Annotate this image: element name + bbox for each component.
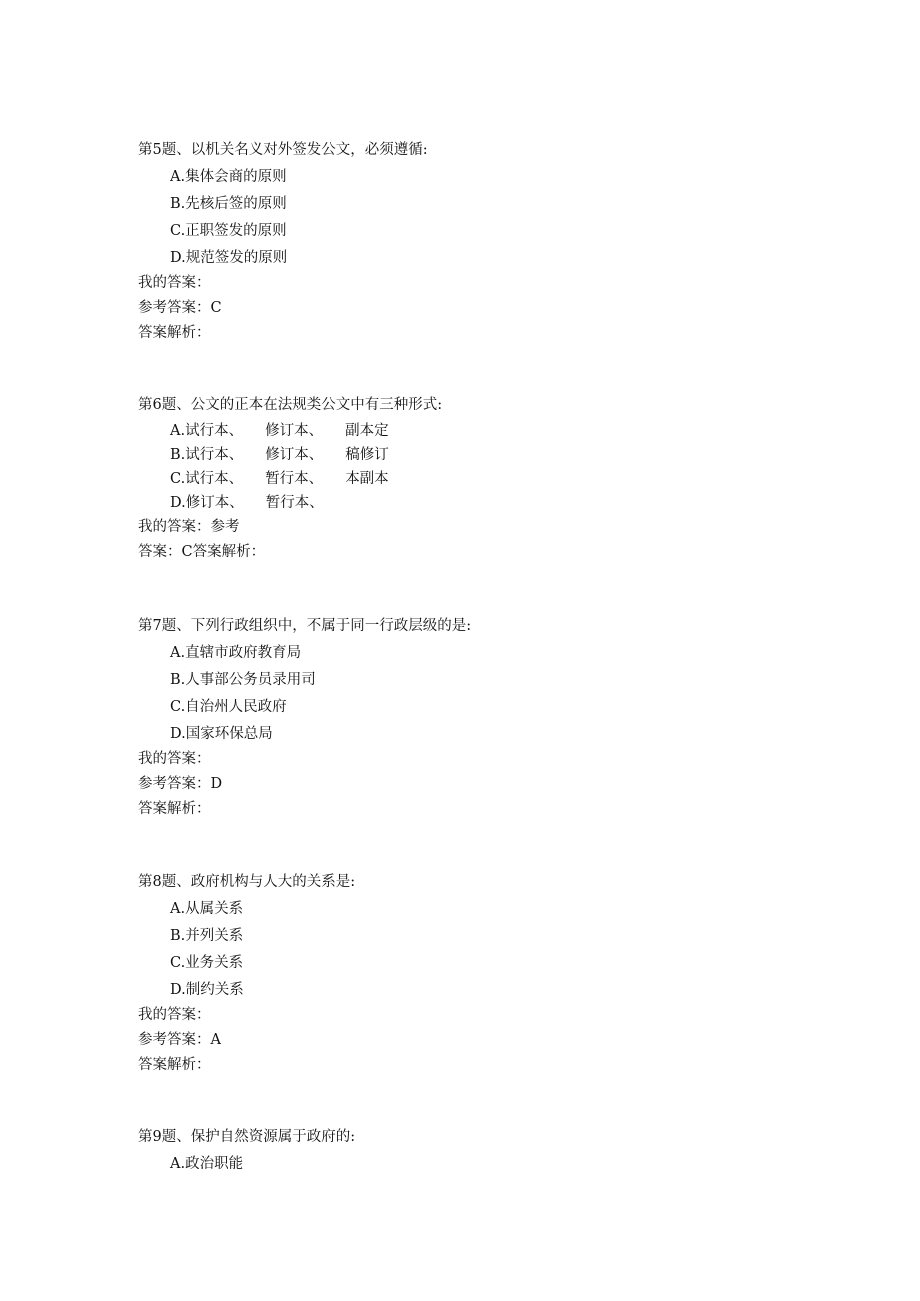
reference-answer: 参考答案：C bbox=[138, 300, 222, 316]
option-d: D.国家环保总局 bbox=[170, 726, 273, 742]
option-a: A.直辖市政府教育局 bbox=[170, 645, 302, 661]
my-answer-label: 我的答案：参考 bbox=[138, 519, 240, 535]
my-answer-label: 我的答案： bbox=[138, 275, 211, 291]
option-b-part-1: B.试行本、 bbox=[170, 447, 244, 463]
option-c-part-2: 暂行本、 bbox=[265, 471, 324, 487]
option-d-part-2: 暂行本、 bbox=[265, 495, 324, 511]
option-d bbox=[170, 494, 324, 512]
option-a bbox=[170, 422, 389, 440]
option-d: D.制约关系 bbox=[170, 982, 244, 998]
option-d-part-1: D.修订本、 bbox=[170, 495, 244, 511]
option-b: B.人事部公务员录用司 bbox=[170, 672, 316, 688]
option-b bbox=[170, 446, 389, 464]
question-title: 第9题、保护自然资源属于政府的: bbox=[138, 1129, 356, 1145]
question-title: 第6题、公文的正本在法规类公文中有三种形式: bbox=[138, 397, 443, 413]
option-a-part-2: 修订本、 bbox=[265, 423, 324, 439]
answer-analysis-label: 答案解析： bbox=[138, 1057, 211, 1073]
answer-and-analysis: 答案：C答案解析： bbox=[138, 544, 266, 560]
option-c-part-1: C.试行本、 bbox=[170, 471, 244, 487]
option-b: B.先核后签的原则 bbox=[170, 196, 287, 212]
question-title: 第8题、政府机构与人大的关系是: bbox=[138, 874, 356, 890]
option-a: A.从属关系 bbox=[170, 901, 244, 917]
option-b: B.并列关系 bbox=[170, 928, 244, 944]
option-a-part-1: A.试行本、 bbox=[170, 423, 244, 439]
option-c-part-3: 本副本 bbox=[345, 471, 389, 487]
my-answer-label: 我的答案： bbox=[138, 751, 211, 767]
reference-answer: 参考答案：A bbox=[138, 1032, 221, 1048]
my-answer-label: 我的答案： bbox=[138, 1007, 211, 1023]
answer-analysis-label: 答案解析： bbox=[138, 801, 211, 817]
option-a-part-3: 副本定 bbox=[345, 423, 389, 439]
option-c: C.正职签发的原则 bbox=[170, 223, 287, 239]
option-a: A.政治职能 bbox=[170, 1156, 244, 1172]
option-b-part-3: 稿修订 bbox=[345, 447, 389, 463]
option-b-part-2: 修订本、 bbox=[265, 447, 324, 463]
option-c bbox=[170, 470, 389, 488]
question-title: 第7题、下列行政组织中，不属于同一行政层级的是: bbox=[138, 618, 472, 634]
option-a: A.集体会商的原则 bbox=[170, 169, 287, 185]
option-d: D.规范签发的原则 bbox=[170, 250, 288, 266]
reference-answer: 参考答案：D bbox=[138, 776, 223, 792]
option-c: C.自治州人民政府 bbox=[170, 699, 287, 715]
option-c: C.业务关系 bbox=[170, 955, 244, 971]
answer-analysis-label: 答案解析： bbox=[138, 325, 211, 341]
question-title: 第5题、以机关名义对外签发公文，必须遵循: bbox=[138, 142, 428, 158]
